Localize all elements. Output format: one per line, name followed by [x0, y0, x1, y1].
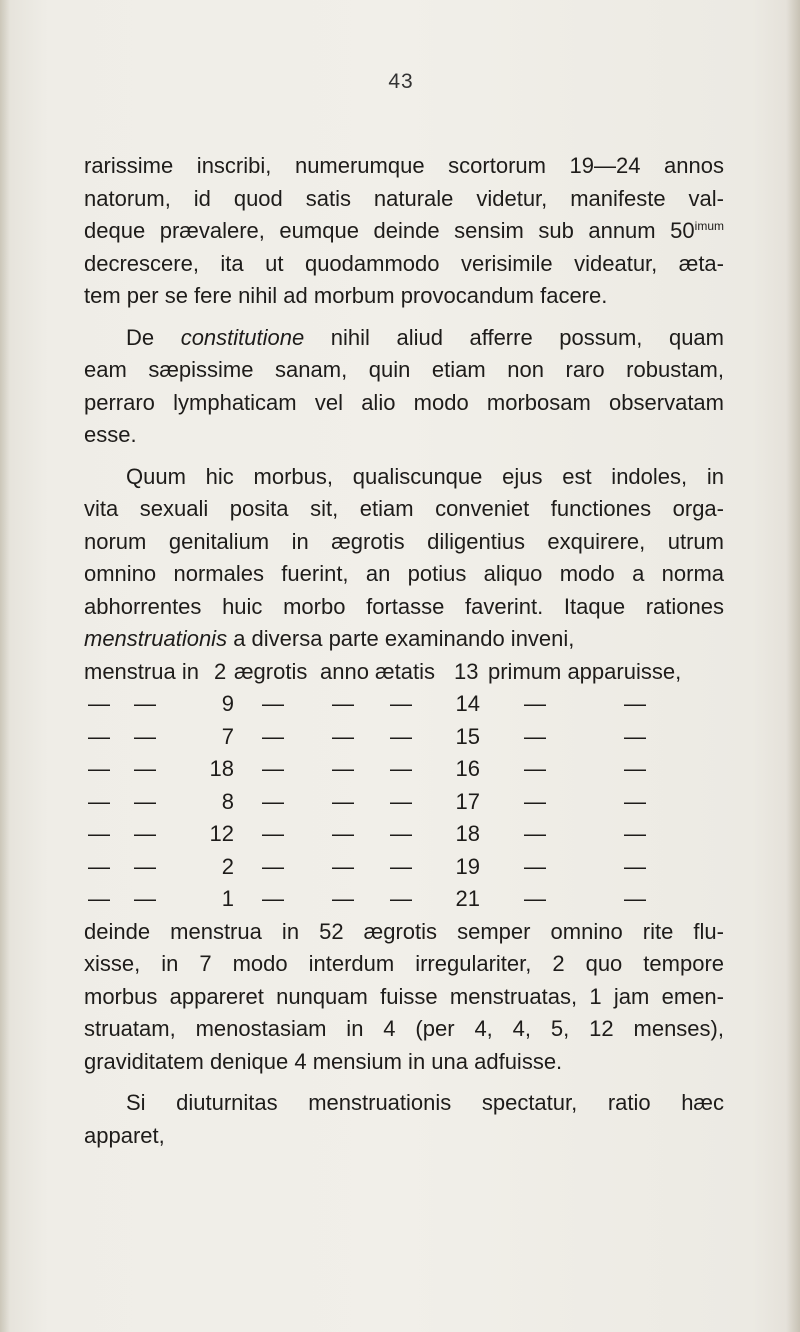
ditto-dash: —	[134, 756, 156, 781]
table-row	[84, 721, 724, 754]
ditto-dash: —	[390, 886, 412, 911]
emphasis-menstruationis: menstruationis	[84, 626, 228, 651]
text-line: xisse, in 7 modo interdum irregulariter, 2 quo tempore	[84, 951, 724, 976]
ditto-dash: —	[524, 723, 546, 749]
ditto-dash: —	[88, 788, 110, 814]
text-line: Quum hic morbus, qualiscunque ejus est indoles, in	[126, 463, 724, 489]
ditto-dash: —	[262, 886, 284, 911]
ditto-dash: —	[390, 853, 412, 879]
text-line: deque prævalere, eumque deinde sensim sub annum $50^{imum}$	[84, 218, 724, 243]
ditto-dash: —	[624, 821, 646, 846]
ditto-dash: —	[88, 691, 110, 716]
page-edge-shadow-right	[786, 0, 800, 1332]
age-value: 18	[455, 821, 480, 846]
ditto-dash: —	[88, 821, 110, 846]
ditto-dash: —	[134, 886, 156, 911]
ditto-dash: —	[88, 756, 110, 781]
age-value: 21	[455, 886, 480, 911]
ditto-dash: —	[134, 788, 156, 814]
ditto-dash: —	[390, 821, 412, 846]
age-value: 15	[455, 723, 480, 749]
ditto-dash: —	[624, 886, 646, 911]
ditto-dash: —	[134, 691, 156, 716]
text-line: struatam, menostasiam in 4 (per 4, 4, 5, 12 menses),	[84, 1016, 724, 1041]
text-line: abhorrentes huic morbo fortasse faverint. Itaque rationes	[84, 593, 724, 619]
text-line: graviditatem denique 4 mensium in una adfuisse.	[84, 1048, 563, 1074]
text-line: tem per se fere nihil ad morbum provocandum facere.	[84, 283, 608, 308]
age-value: 19	[455, 853, 480, 879]
text-line: omnino normales fuerint, an potius aliquo modo a norma	[84, 561, 724, 586]
ditto-dash: —	[134, 723, 156, 749]
page-number: 43	[388, 70, 414, 93]
ditto-dash: —	[134, 821, 156, 846]
ditto-dash: —	[624, 723, 646, 749]
text-line: apparet,	[84, 1122, 165, 1148]
table-row	[84, 688, 724, 721]
table-header-row: menstrua in 2 ægrotis anno ætatis 13 primum apparuisse,	[84, 658, 682, 684]
table-row	[84, 883, 724, 916]
body-text	[84, 150, 724, 1152]
ditto-dash: —	[332, 723, 354, 749]
age-value: 14	[455, 691, 480, 716]
ditto-dash: —	[332, 886, 354, 911]
table-row	[84, 753, 724, 786]
superscript: imum	[694, 219, 724, 233]
ditto-dash: —	[390, 723, 412, 749]
ditto-dash: —	[524, 691, 546, 716]
emphasis-constitutione: constitutione	[180, 324, 305, 350]
patient-count: 1	[221, 886, 234, 911]
patient-count: 2	[221, 853, 234, 879]
ditto-dash: —	[262, 756, 284, 781]
ditto-dash: —	[262, 723, 284, 749]
ditto-dash: —	[332, 853, 354, 879]
table-row	[84, 818, 724, 851]
text-line: deinde menstrua in 52 ægrotis semper omnino rite flu-	[84, 918, 724, 944]
ditto-dash: —	[332, 691, 354, 716]
text-line: esse.	[84, 422, 137, 447]
table-row	[84, 851, 724, 884]
menstrua-table-rows	[84, 688, 724, 916]
ditto-dash: —	[390, 691, 412, 716]
age-value: 17	[455, 788, 480, 814]
text-line: De constitutione nihil aliud afferre possum, quam	[126, 324, 724, 350]
ditto-dash: —	[332, 756, 354, 781]
ditto-dash: —	[624, 691, 646, 716]
ditto-dash: —	[390, 756, 412, 781]
text-line: menstruationis a diversa parte examinando inveni,	[84, 626, 575, 651]
patient-count: 18	[209, 756, 234, 781]
ditto-dash: —	[524, 886, 546, 911]
ditto-dash: —	[262, 821, 284, 846]
text-line: perraro lymphaticam vel alio modo morbosam observatam	[84, 389, 724, 415]
patient-count: 7	[221, 723, 234, 749]
ditto-dash: —	[262, 788, 284, 814]
ditto-dash: —	[524, 853, 546, 879]
ditto-dash: —	[262, 691, 284, 716]
text-line: morbus appareret nunquam fuisse menstruatas, 1 jam emen-	[84, 983, 724, 1009]
page-edge-shadow-left	[0, 0, 10, 1332]
ditto-dash: —	[524, 821, 546, 846]
ditto-dash: —	[390, 788, 412, 814]
ditto-dash: —	[88, 853, 110, 879]
ditto-dash: —	[332, 788, 354, 814]
ditto-dash: —	[624, 853, 646, 879]
text-line: vita sexuali posita sit, etiam conveniet functiones orga-	[84, 496, 724, 521]
table-row	[84, 786, 724, 819]
ditto-dash: —	[624, 756, 646, 781]
patient-count: 9	[221, 691, 234, 716]
ditto-dash: —	[524, 788, 546, 814]
ditto-dash: —	[624, 788, 646, 814]
text-line: rarissime inscribi, numerumque scortorum 19—24 annos	[84, 153, 724, 178]
ditto-dash: —	[262, 853, 284, 879]
text-line: natorum, id quod satis naturale videtur, manifeste val-	[84, 185, 724, 211]
patient-count: 8	[221, 788, 234, 814]
ditto-dash: —	[134, 853, 156, 879]
text-line: Si diuturnitas menstruationis spectatur, ratio hæc	[126, 1090, 724, 1115]
patient-count: 12	[209, 821, 234, 846]
age-value: 16	[455, 756, 480, 781]
ditto-dash: —	[88, 723, 110, 749]
text-line: decrescere, ita ut quodammodo verisimile videatur, æta-	[84, 250, 724, 276]
ditto-dash: —	[332, 821, 354, 846]
ditto-dash: —	[524, 756, 546, 781]
text-line: norum genitalium in ægrotis diligentius exquirere, utrum	[84, 528, 724, 554]
text-line: eam sæpissime sanam, quin etiam non raro robustam,	[84, 357, 724, 382]
ditto-dash: —	[88, 886, 110, 911]
